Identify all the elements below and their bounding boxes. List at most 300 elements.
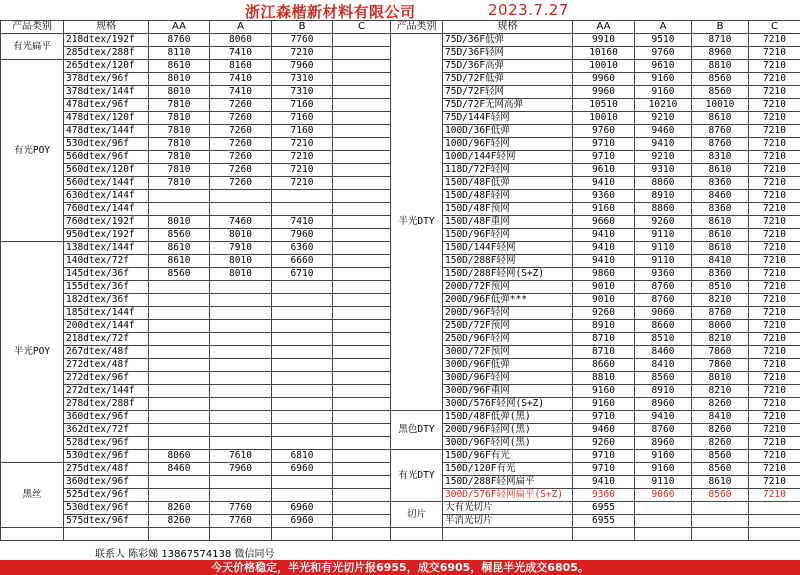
price-row	[391, 268, 800, 281]
price-a-cell: 9110	[635, 476, 692, 489]
price-row	[391, 86, 800, 99]
price-c-cell	[749, 528, 800, 541]
price-a-cell: 8760	[635, 294, 692, 307]
price-b-cell	[272, 528, 333, 541]
price-b-cell: 7860	[692, 359, 749, 372]
price-aa-cell: 9960	[573, 73, 635, 86]
price-c-cell	[333, 203, 391, 216]
spec-cell: 362dtex/72f	[64, 424, 149, 437]
right-price-table	[390, 20, 800, 541]
price-aa-cell	[149, 294, 210, 307]
category-cell: 黑丝	[1, 463, 64, 528]
price-row	[391, 177, 800, 190]
price-a-cell: 8010	[210, 268, 272, 281]
price-c-cell	[333, 73, 391, 86]
price-row	[1, 60, 391, 73]
price-aa-cell: 8610	[149, 242, 210, 255]
price-row	[391, 281, 800, 294]
price-a-cell: 8910	[635, 190, 692, 203]
price-c-cell	[333, 385, 391, 398]
spec-cell: 100D/36F低弹	[443, 125, 573, 138]
price-b-cell: 10010	[692, 99, 749, 112]
spec-cell: 285dtex/288f	[64, 47, 149, 60]
category-cell	[1, 528, 64, 541]
price-aa-cell: 8060	[149, 450, 210, 463]
price-aa-cell: 9910	[573, 34, 635, 47]
spec-cell: 半消光切片	[443, 515, 573, 528]
price-c-cell: 7210	[749, 242, 800, 255]
spec-cell: 150D/288F轻网扁平	[443, 476, 573, 489]
price-row	[391, 138, 800, 151]
price-a-cell	[210, 203, 272, 216]
price-a-cell	[210, 385, 272, 398]
price-c-cell: 7210	[749, 437, 800, 450]
price-b-cell: 7160	[272, 112, 333, 125]
price-aa-cell: 8010	[149, 216, 210, 229]
spec-cell: 75D/36F低弹	[443, 34, 573, 47]
price-row	[391, 242, 800, 255]
price-b-cell	[272, 307, 333, 320]
price-a-cell: 7260	[210, 151, 272, 164]
price-a-cell: 7260	[210, 112, 272, 125]
price-b-cell: 6360	[272, 242, 333, 255]
price-row	[391, 333, 800, 346]
grade-aa-header: AA	[149, 21, 210, 34]
price-aa-cell: 7810	[149, 112, 210, 125]
spec-cell: 100D/96F轻网	[443, 138, 573, 151]
price-a-cell: 9310	[635, 164, 692, 177]
price-a-cell	[210, 398, 272, 411]
price-b-cell: 6960	[272, 463, 333, 476]
price-c-cell	[333, 307, 391, 320]
price-c-cell: 7210	[749, 190, 800, 203]
spec-cell: 大有光切片	[443, 502, 573, 515]
price-aa-cell	[149, 528, 210, 541]
category-cell: 有光DTY	[391, 450, 443, 502]
price-row	[391, 502, 800, 515]
price-c-cell	[333, 398, 391, 411]
price-a-cell	[210, 190, 272, 203]
price-a-cell: 9360	[635, 268, 692, 281]
price-a-cell: 7260	[210, 164, 272, 177]
price-row	[391, 112, 800, 125]
price-b-cell: 8060	[692, 320, 749, 333]
price-aa-cell: 9710	[573, 450, 635, 463]
price-b-cell: 8360	[692, 268, 749, 281]
price-aa-cell: 8810	[573, 372, 635, 385]
price-c-cell: 7210	[749, 60, 800, 73]
price-b-cell: 8360	[692, 203, 749, 216]
price-aa-cell	[149, 281, 210, 294]
price-aa-cell: 8260	[149, 502, 210, 515]
price-a-cell: 9110	[635, 229, 692, 242]
spec-cell: 950dtex/192f	[64, 229, 149, 242]
spec-cell: 528dtex/96f	[64, 437, 149, 450]
price-b-cell	[272, 489, 333, 502]
price-a-cell	[210, 424, 272, 437]
price-b-cell: 8560	[692, 86, 749, 99]
price-c-cell: 7210	[749, 450, 800, 463]
price-row	[391, 307, 800, 320]
category-cell	[391, 528, 443, 541]
spec-cell: 530dtex/96f	[64, 450, 149, 463]
price-aa-cell	[149, 333, 210, 346]
price-b-cell: 7960	[272, 60, 333, 73]
price-c-cell: 7210	[749, 125, 800, 138]
price-c-cell	[333, 164, 391, 177]
category-cell: 切片	[391, 502, 443, 528]
price-aa-cell: 9710	[573, 463, 635, 476]
spec-cell: 150D/96F轻网	[443, 229, 573, 242]
price-row	[391, 47, 800, 60]
spec-cell: 378dtex/144f	[64, 86, 149, 99]
spec-cell: 760dtex/192f	[64, 216, 149, 229]
spec-cell: 275dtex/48f	[64, 463, 149, 476]
price-c-cell: 7210	[749, 424, 800, 437]
price-b-cell: 8210	[692, 385, 749, 398]
price-a-cell: 7760	[210, 502, 272, 515]
category-cell: 有光扁平	[1, 34, 64, 60]
price-row	[391, 463, 800, 476]
price-b-cell: 8610	[692, 216, 749, 229]
price-b-cell: 8260	[692, 437, 749, 450]
price-a-cell	[635, 528, 692, 541]
price-a-cell: 9610	[635, 60, 692, 73]
price-c-cell	[333, 294, 391, 307]
price-b-cell: 8560	[692, 463, 749, 476]
spec-cell: 140dtex/72f	[64, 255, 149, 268]
spec-cell: 265dtex/120f	[64, 60, 149, 73]
spec-cell: 300D/96F轻网(黑)	[443, 437, 573, 450]
price-c-cell	[333, 450, 391, 463]
spec-cell: 478dtex/144f	[64, 125, 149, 138]
spec-cell: 75D/72F低弹	[443, 73, 573, 86]
price-aa-cell: 9160	[573, 203, 635, 216]
price-c-cell: 7210	[749, 151, 800, 164]
category-cell: 半光DTY	[391, 34, 443, 411]
spec-cell: 300D/96F低弹	[443, 359, 573, 372]
price-b-cell	[692, 502, 749, 515]
spec-cell: 150D/48F重网	[443, 216, 573, 229]
price-b-cell: 8610	[692, 164, 749, 177]
price-c-cell	[333, 255, 391, 268]
price-c-cell: 7210	[749, 112, 800, 125]
price-a-cell: 8510	[635, 333, 692, 346]
price-aa-cell: 8010	[149, 73, 210, 86]
price-b-cell: 8610	[692, 112, 749, 125]
price-aa-cell: 7810	[149, 138, 210, 151]
price-c-cell: 7210	[749, 255, 800, 268]
price-c-cell	[333, 528, 391, 541]
spec-cell: 360dtex/96f	[64, 476, 149, 489]
price-row	[391, 320, 800, 333]
price-aa-cell: 7810	[149, 177, 210, 190]
price-a-cell: 8960	[635, 437, 692, 450]
price-c-cell: 7210	[749, 86, 800, 99]
price-c-cell: 7210	[749, 216, 800, 229]
price-row	[391, 398, 800, 411]
price-aa-cell	[149, 385, 210, 398]
spec-cell: 530dtex/96f	[64, 138, 149, 151]
price-aa-cell	[573, 528, 635, 541]
price-a-cell: 7410	[210, 73, 272, 86]
price-b-cell: 8560	[692, 489, 749, 502]
category-header: 产品类别	[391, 21, 443, 34]
price-a-cell: 9060	[635, 489, 692, 502]
price-c-cell	[333, 333, 391, 346]
price-aa-cell: 8610	[149, 255, 210, 268]
grade-a-header: A	[210, 21, 272, 34]
spec-cell: 360dtex/96f	[64, 411, 149, 424]
price-a-cell	[210, 346, 272, 359]
price-aa-cell: 8560	[149, 229, 210, 242]
price-b-cell: 7960	[272, 229, 333, 242]
price-b-cell	[272, 372, 333, 385]
price-b-cell	[272, 333, 333, 346]
price-aa-cell: 8010	[149, 86, 210, 99]
price-a-cell: 9210	[635, 151, 692, 164]
price-c-cell	[333, 112, 391, 125]
price-row	[391, 346, 800, 359]
price-c-cell: 7210	[749, 320, 800, 333]
price-date: 2023.7.27	[488, 1, 569, 19]
price-row	[391, 229, 800, 242]
price-aa-cell	[149, 437, 210, 450]
price-aa-cell	[149, 359, 210, 372]
price-c-cell	[333, 372, 391, 385]
price-row	[391, 489, 800, 502]
spec-cell: 200D/96F轻网(黑)	[443, 424, 573, 437]
grade-c-header: C	[749, 21, 800, 34]
price-aa-cell	[149, 190, 210, 203]
price-aa-cell: 6955	[573, 502, 635, 515]
price-b-cell: 8260	[692, 424, 749, 437]
price-b-cell: 6710	[272, 268, 333, 281]
price-aa-cell: 7810	[149, 99, 210, 112]
price-aa-cell: 8710	[573, 346, 635, 359]
price-b-cell	[272, 346, 333, 359]
price-a-cell: 9110	[635, 255, 692, 268]
spec-cell: 200D/72F预网	[443, 281, 573, 294]
price-aa-cell: 9160	[573, 398, 635, 411]
price-row	[391, 164, 800, 177]
spec-cell: 267dtex/48f	[64, 346, 149, 359]
price-row	[391, 73, 800, 86]
price-a-cell: 9160	[635, 73, 692, 86]
price-aa-cell	[149, 476, 210, 489]
price-b-cell: 8710	[692, 34, 749, 47]
price-aa-cell: 9360	[573, 489, 635, 502]
spec-cell: 575dtex/96f	[64, 515, 149, 528]
spec-cell: 138dtex/144f	[64, 242, 149, 255]
category-cell: 有光POY	[1, 60, 64, 242]
price-b-cell: 8610	[692, 229, 749, 242]
spec-cell: 150D/288F轻网	[443, 255, 573, 268]
spec-cell: 250D/72F预网	[443, 320, 573, 333]
price-b-cell	[272, 476, 333, 489]
price-c-cell	[333, 99, 391, 112]
price-b-cell: 8560	[692, 73, 749, 86]
price-aa-cell: 9410	[573, 242, 635, 255]
spec-header: 规格	[64, 21, 149, 34]
price-c-cell	[333, 125, 391, 138]
price-c-cell: 7210	[749, 164, 800, 177]
price-b-cell: 8560	[692, 450, 749, 463]
price-a-cell: 9210	[635, 112, 692, 125]
spec-cell: 75D/36F高弹	[443, 60, 573, 73]
spec-cell: 300D/576F轻网(S+Z)	[443, 398, 573, 411]
price-c-cell	[333, 411, 391, 424]
price-b-cell: 7160	[272, 125, 333, 138]
price-row	[391, 437, 800, 450]
price-a-cell: 9160	[635, 86, 692, 99]
price-row	[391, 60, 800, 73]
price-a-cell	[210, 437, 272, 450]
price-aa-cell: 8560	[149, 268, 210, 281]
price-a-cell: 7910	[210, 242, 272, 255]
price-c-cell: 7210	[749, 463, 800, 476]
price-c-cell	[333, 320, 391, 333]
price-b-cell: 8760	[692, 125, 749, 138]
spec-cell: 182dtex/36f	[64, 294, 149, 307]
spec-cell: 150D/48F低弹(黑)	[443, 411, 573, 424]
spec-cell: 525dtex/96f	[64, 489, 149, 502]
spec-cell: 272dtex/96f	[64, 372, 149, 385]
price-a-cell: 9160	[635, 463, 692, 476]
price-a-cell: 9060	[635, 307, 692, 320]
price-c-cell: 7210	[749, 372, 800, 385]
price-row	[391, 255, 800, 268]
price-row	[391, 151, 800, 164]
price-a-cell: 8660	[635, 320, 692, 333]
price-a-cell: 8460	[635, 346, 692, 359]
price-a-cell	[210, 333, 272, 346]
spec-cell: 150D/288F轻网(S+Z)	[443, 268, 573, 281]
spec-cell: 75D/72F轻网	[443, 86, 573, 99]
price-a-cell: 9260	[635, 216, 692, 229]
price-a-cell: 7610	[210, 450, 272, 463]
price-b-cell	[272, 437, 333, 450]
price-c-cell	[333, 60, 391, 73]
price-b-cell	[272, 203, 333, 216]
header-row	[1, 21, 391, 34]
spec-cell: 378dtex/96f	[64, 73, 149, 86]
price-c-cell	[333, 216, 391, 229]
spec-cell: 75D/144F轻网	[443, 112, 573, 125]
price-a-cell: 7260	[210, 177, 272, 190]
price-c-cell: 7210	[749, 385, 800, 398]
price-c-cell	[333, 359, 391, 372]
price-c-cell	[333, 476, 391, 489]
price-a-cell	[210, 372, 272, 385]
price-b-cell: 8510	[692, 281, 749, 294]
price-aa-cell: 9160	[573, 385, 635, 398]
price-aa-cell	[149, 411, 210, 424]
price-b-cell	[272, 411, 333, 424]
price-a-cell: 7260	[210, 99, 272, 112]
price-b-cell	[272, 385, 333, 398]
price-aa-cell: 9710	[573, 151, 635, 164]
price-a-cell	[210, 281, 272, 294]
price-a-cell: 8410	[635, 359, 692, 372]
price-c-cell: 7210	[749, 229, 800, 242]
price-aa-cell: 8110	[149, 47, 210, 60]
spec-cell: 150D/120F有光	[443, 463, 573, 476]
price-c-cell	[333, 34, 391, 47]
price-a-cell: 9460	[635, 125, 692, 138]
price-c-cell: 7210	[749, 294, 800, 307]
price-c-cell: 7210	[749, 489, 800, 502]
grade-aa-header: AA	[573, 21, 635, 34]
price-a-cell: 9110	[635, 242, 692, 255]
price-c-cell: 7210	[749, 138, 800, 151]
price-aa-cell	[149, 489, 210, 502]
price-c-cell	[333, 489, 391, 502]
price-b-cell: 6960	[272, 515, 333, 528]
price-c-cell: 7210	[749, 346, 800, 359]
spec-cell: 250D/96F轻网	[443, 333, 573, 346]
spec-cell: 300D/96F重网	[443, 385, 573, 398]
price-aa-cell: 8460	[149, 463, 210, 476]
spec-cell: 218dtex/192f	[64, 34, 149, 47]
price-row	[391, 203, 800, 216]
price-a-cell: 8960	[635, 398, 692, 411]
spec-cell: 218dtex/72f	[64, 333, 149, 346]
price-c-cell	[333, 151, 391, 164]
price-c-cell: 7210	[749, 333, 800, 346]
price-a-cell	[635, 502, 692, 515]
price-b-cell: 8610	[692, 242, 749, 255]
spec-cell: 760dtex/144f	[64, 203, 149, 216]
price-aa-cell: 8910	[573, 320, 635, 333]
price-aa-cell	[149, 203, 210, 216]
price-a-cell	[210, 528, 272, 541]
price-c-cell	[333, 138, 391, 151]
price-a-cell: 7260	[210, 138, 272, 151]
price-a-cell: 7410	[210, 86, 272, 99]
price-row	[391, 424, 800, 437]
price-a-cell: 9410	[635, 138, 692, 151]
price-aa-cell: 7810	[149, 151, 210, 164]
price-b-cell	[272, 320, 333, 333]
spec-cell: 100D/144F轻网	[443, 151, 573, 164]
price-b-cell: 7210	[272, 177, 333, 190]
price-b-cell: 8410	[692, 411, 749, 424]
price-a-cell: 8910	[635, 385, 692, 398]
grade-b-header: B	[272, 21, 333, 34]
spec-cell: 630dtex/144f	[64, 190, 149, 203]
price-a-cell: 9160	[635, 450, 692, 463]
price-a-cell	[210, 476, 272, 489]
price-aa-cell: 9710	[573, 138, 635, 151]
price-b-cell: 8410	[692, 255, 749, 268]
price-row	[391, 190, 800, 203]
spec-cell: 150D/48F轻网	[443, 190, 573, 203]
price-aa-cell	[149, 398, 210, 411]
price-aa-cell: 9010	[573, 294, 635, 307]
price-a-cell: 8010	[210, 255, 272, 268]
price-c-cell	[333, 437, 391, 450]
spec-cell: 272dtex/144f	[64, 385, 149, 398]
price-aa-cell: 9260	[573, 437, 635, 450]
price-aa-cell: 8260	[149, 515, 210, 528]
price-b-cell: 8460	[692, 190, 749, 203]
spec-cell: 75D/36F轻网	[443, 47, 573, 60]
price-b-cell: 8810	[692, 60, 749, 73]
price-c-cell	[333, 268, 391, 281]
price-row	[391, 216, 800, 229]
grade-c-header: C	[333, 21, 391, 34]
